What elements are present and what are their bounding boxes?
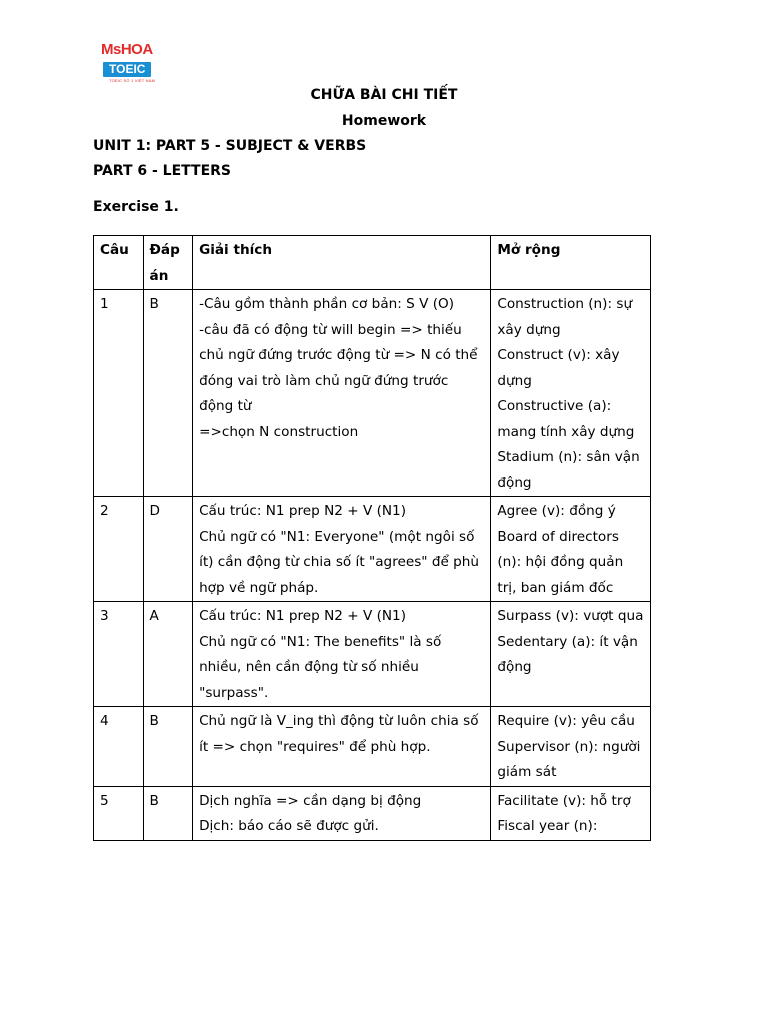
unit-heading: UNIT 1: PART 5 - SUBJECT & VERBS (93, 138, 367, 154)
exercise-heading: Exercise 1. (93, 199, 179, 215)
question-number: 4 (94, 707, 144, 787)
table-row (94, 497, 651, 602)
question-number: 1 (94, 290, 144, 497)
explain-cell-line: -câu đã có động từ will begin => thiếu chủ ngữ đứng trước động từ => N có thể đóng vai trò làm chủ ngữ đứng trước động từ (199, 321, 478, 414)
logo-tagline: TOEIC SỐ 1 VIỆT NAM (109, 78, 156, 83)
explain-cell-line: -Câu gồm thành phần cơ bản: S V (O) (199, 296, 455, 312)
extend-cell (491, 707, 651, 787)
table-row (94, 707, 651, 787)
extend-cell-line: Agree (v): đồng ý (497, 503, 616, 519)
answer-letter: A (143, 602, 193, 707)
explain-cell-line: Chủ ngữ có "N1: Everyone" (một ngôi số ít) cần động từ chia số ít "agrees" để phù hợp về ngữ pháp. (199, 528, 480, 596)
extend-cell-line: Require (v): yêu cầu (497, 713, 635, 729)
explain-cell-line: Cấu trúc: N1 prep N2 + V (N1) (199, 503, 406, 519)
table-row (94, 786, 651, 840)
explain-cell-line: Cấu trúc: N1 prep N2 + V (N1) (199, 608, 406, 624)
header-giai-thich: Giải thích (193, 236, 491, 290)
explain-cell-line: Dịch: báo cáo sẽ được gửi. (199, 818, 379, 834)
explain-cell-line: Chủ ngữ là V_ing thì động từ luôn chia số ít => chọn "requires" để phù hợp. (199, 713, 479, 755)
part-heading: PART 6 - LETTERS (93, 163, 232, 179)
table-header-row (94, 236, 651, 290)
answer-letter: B (143, 786, 193, 840)
header-cau: Câu (94, 236, 144, 290)
document-subtitle: Homework (341, 113, 427, 129)
explain-cell (193, 497, 491, 602)
answer-letter: D (143, 497, 193, 602)
header-dap-an: Đáp án (143, 236, 193, 290)
answer-letter: B (143, 290, 193, 497)
extend-cell (491, 290, 651, 497)
extend-cell (491, 497, 651, 602)
header-mo-rong: Mở rộng (491, 236, 651, 290)
logo-badge: TOEIC (103, 62, 151, 77)
extend-cell-line: Facilitate (v): hỗ trợ (497, 792, 631, 809)
extend-cell-line: Fiscal year (n): (497, 818, 598, 834)
extend-cell-line: Sedentary (a): ít vận động (497, 633, 638, 675)
question-number: 5 (94, 786, 144, 840)
explain-cell (193, 707, 491, 787)
explain-cell (193, 290, 491, 497)
logo-brand-text: MsHOA (101, 41, 153, 58)
document-title: CHỮA BÀI CHI TIẾT (310, 87, 458, 103)
table-row (94, 290, 651, 497)
explain-cell-line: Dịch nghĩa => cần dạng bị động (199, 792, 422, 809)
question-number: 2 (94, 497, 144, 602)
explain-cell (193, 602, 491, 707)
explain-cell-line: =>chọn N construction (199, 423, 359, 440)
question-number: 3 (94, 602, 144, 707)
extend-cell-line: Constructive (a): mang tính xây dựng (497, 398, 635, 440)
extend-cell (491, 786, 651, 840)
extend-cell-line: Construct (v): xây dựng (497, 347, 620, 389)
brand-logo (101, 41, 171, 87)
extend-cell-line: Surpass (v): vượt qua (497, 608, 644, 624)
answer-table (93, 235, 651, 841)
explain-cell-line: Chủ ngữ có "N1: The benefits" là số nhiều, nên cần động từ số nhiều "surpass". (199, 633, 442, 701)
extend-cell-line: Board of directors (n): hội đồng quản trị, ban giám đốc (497, 528, 624, 596)
extend-cell (491, 602, 651, 707)
answer-letter: B (143, 707, 193, 787)
extend-cell-line: Supervisor (n): người giám sát (497, 738, 641, 780)
extend-cell-line: Construction (n): sự xây dựng (497, 296, 633, 338)
extend-cell-line: Stadium (n): sân vận động (497, 449, 640, 491)
explain-cell (193, 786, 491, 840)
table-row (94, 602, 651, 707)
